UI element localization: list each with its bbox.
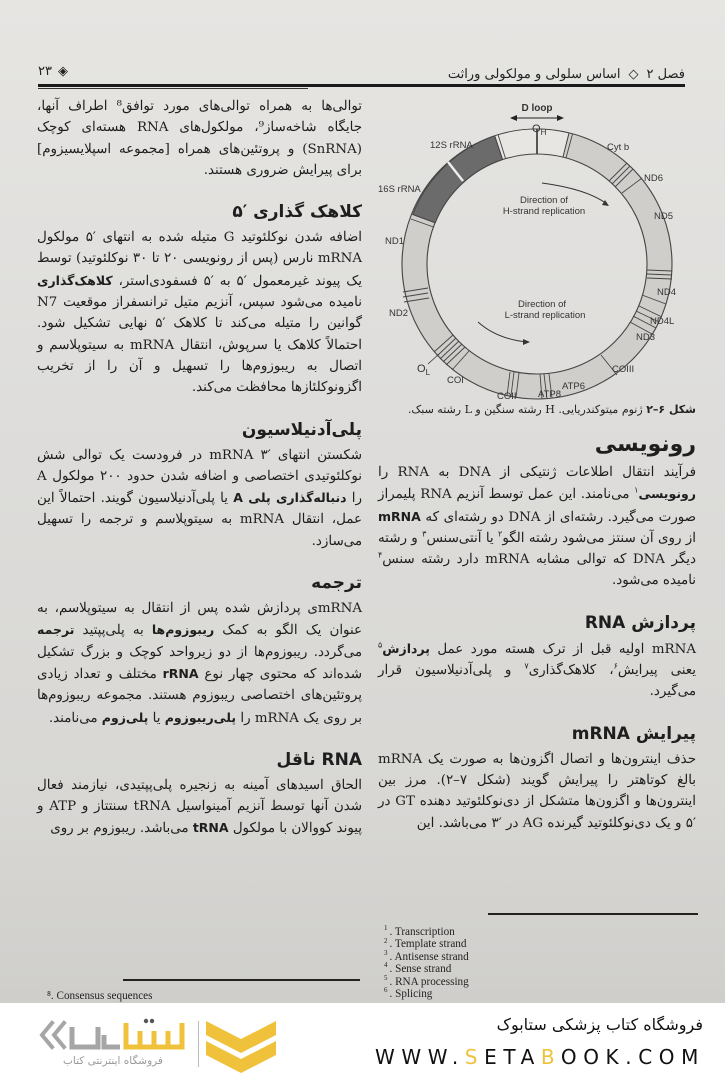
translation-text: مختلف و تعداد زیادی پروتئین‌های اختصاصی ریبوزوم هستند. مجموعه ریبوزوم‌ها بر روی یک mRNA را xyxy=(37,666,362,726)
rna-processing-heading: پردازش RNA xyxy=(584,612,696,633)
footnote-ref: ۵ xyxy=(378,640,383,650)
translation-text: mRNAی پردازش شده پس از انتقال به سیتوپلاسم، به عنوان یک الگو به کمک xyxy=(37,601,363,639)
translation-text: یا xyxy=(148,710,165,726)
figure-number: شکل ۶–۲ xyxy=(646,403,696,416)
capping-heading: کلاهک گذاری ′۵ xyxy=(232,202,362,223)
footnote-ref: ۶ xyxy=(613,661,618,671)
label-coiii: COIII xyxy=(612,364,635,375)
label-nd3: ND3 xyxy=(636,332,656,343)
l-strand-label-1: Direction of xyxy=(517,299,567,310)
l-strand-label-2: L-strand replication xyxy=(504,310,586,321)
transcription-paragraph xyxy=(378,462,696,592)
processing-term: پردازش xyxy=(382,640,430,656)
header-rule-thin xyxy=(38,88,308,89)
footnote-rule-left xyxy=(123,979,360,981)
transcription-text: فرآیند انتقال اطلاعات ژنتیکی از DNA به RNA را xyxy=(378,465,696,480)
footnote-ref: ۳ xyxy=(422,529,427,539)
translation-term: ترجمه xyxy=(37,622,75,638)
rrna-term: rRNA xyxy=(162,665,199,681)
polya-text: یا پلی‌آدنیلاسیون گویند. احتمالاً این عمل، انتقال mRNA به سیتوپلاسم و ترجمه را تسهیل می‌سازد. xyxy=(37,491,362,549)
footnote-item: $^3$ . Antisense strand xyxy=(384,949,469,963)
footnotes-list xyxy=(384,926,684,1000)
label-coii: COII xyxy=(497,391,517,402)
setabook-chevron-logo-icon xyxy=(206,1017,276,1073)
running-header xyxy=(38,64,685,84)
footnote-rule-right xyxy=(488,913,698,915)
ol-label: $O_L$ xyxy=(417,363,431,377)
polya-text: شکستن انتهای ′۳ mRNA در فرودست یک توالی شش نوکلئوتیدی اختصاصی و اضافه شدن حدود ۲۰۰ مولکول A را xyxy=(37,447,362,507)
shop-title: فروشگاه کتاب پزشکی ستابوک xyxy=(496,1015,703,1034)
trna-text: الحاق اسیدهای آمینه به زنجیره پلی‌پپتیدی، نیازمند فعال شدن آنها توسط آنزیم آمینواسیل tRNA سنتتاز و ATP و پیوند کووالان با مولکول xyxy=(37,777,362,837)
transcription-text: نامیده می‌شود. xyxy=(611,573,696,589)
chapter-title: اساس سلولی و مولکولی وراثت xyxy=(447,66,621,82)
label-atp8: ATP8 xyxy=(538,389,562,400)
label-cyt-b: Cyt b xyxy=(607,142,630,153)
capping-text: اضافه شدن نوکلئوتید G متیله شده به انتهای ′۵ مولکول mRNA نارس (پس از رونویسی ۲۰ تا ۳۰ نوکلئوتید) توسط یک پیوند غیرمعمول ′۵ به ′۵ فسفودی‌استر، xyxy=(37,230,363,289)
page-number-group xyxy=(38,64,68,79)
transcription-heading: رونویسی xyxy=(594,432,696,457)
translation-paragraph xyxy=(37,598,362,729)
transcription-text: و رشته دیگر DNA که توالی مشابه mRNA دارد رشته سنس xyxy=(378,530,696,568)
right-column xyxy=(378,430,696,834)
trna-paragraph xyxy=(37,775,362,840)
processing-text: یعنی پیرایش xyxy=(617,663,696,679)
translation-text: می‌گردد. ریبوزوم‌ها از دو زیرواحد کوچک و بزرگ تشکیل شده‌اند که محتوی چهار نوع xyxy=(37,644,363,682)
polyadenylation-paragraph xyxy=(37,445,362,552)
intro-paragraph: توالی‌ها به همراه توالی‌های مورد توافق⁸ اطراف آنها، جایگاه شاخه‌ساز⁹، مولکول‌های RNA هسته‌ای کوچک (SnRNA) و پروتئین‌های همراه [مجموعه اسپلایسیزوم] برای پیرایش ضروری هستند. xyxy=(37,99,363,178)
trna-term: tRNA xyxy=(192,820,229,836)
footnote-ref: ۱ xyxy=(634,485,639,495)
rna-processing-paragraph xyxy=(378,638,696,703)
d-loop-label: D loop xyxy=(521,103,553,114)
transcription-text: یا آنتی‌سنس xyxy=(426,530,499,546)
capping-paragraph xyxy=(37,227,362,398)
oh-label: $O_H$ xyxy=(532,123,547,137)
trna-heading: RNA ناقل xyxy=(276,749,362,770)
processing-text: ، کلاهک‌گذاری xyxy=(528,663,614,679)
capping-term: کلاهک‌گذاری xyxy=(37,272,113,288)
footnote-item: $^6$ . Splicing xyxy=(384,986,433,1001)
label-nd4: ND4 xyxy=(657,287,677,298)
footnote-ref: ۴ xyxy=(378,550,383,560)
d-loop-arrow xyxy=(510,115,564,121)
label-nd1: ND1 xyxy=(385,236,405,247)
processing-text: mRNA اولیه قبل از ترک هسته مورد عمل xyxy=(429,641,696,657)
figure-caption xyxy=(378,403,696,416)
figure-caption-text: ژنوم میتوکندریایی. H رشته سنگین و L رشته سبک. xyxy=(407,403,647,416)
capping-text: نامیده می‌شود سپس، آنزیم متیل ترانسفراز موقعیت N7 گوانین را متیله می‌کند تا کلاهک ′۵ نهایی تشکیل شود. احتمالاً کلاهک یا سرپوش، انتقال mRNA به سیتوپلاسم و اتصال به ریبوزوم‌ها را تسهیل و آن را از تخریب اگزونوکلئازها محافظت می‌کند. xyxy=(37,295,362,396)
transcription-term: رونویسی xyxy=(638,486,696,502)
splicing-heading: پیرایش mRNA xyxy=(571,723,696,744)
logo-subtitle: فروشگاه اینترنتی کتاب xyxy=(63,1055,163,1067)
transcription-text: از روی آن سنتز می‌شود رشته الگو xyxy=(502,530,696,546)
mrna-term: mRNA xyxy=(378,508,421,524)
h-strand-label-1: Direction of xyxy=(519,195,569,206)
footnote-item: $^1$ . Transcription xyxy=(384,924,455,938)
mtdna-ring-diagram xyxy=(372,94,712,404)
header-rule xyxy=(38,84,685,87)
translation-heading: ترجمه xyxy=(311,573,362,594)
footnote-item: $^2$ . Template strand xyxy=(384,936,467,951)
footnote-item: $^5$ . RNA processing xyxy=(384,973,469,988)
diamond-filled-icon: ◈ xyxy=(57,64,68,79)
chapter-label: فصل ۲ xyxy=(646,66,685,82)
trna-text: می‌باشد. ریبوزوم بر روی xyxy=(50,821,193,837)
polya-term: دنباله‌گذاری پلی A xyxy=(233,490,347,506)
label-nd6: ND6 xyxy=(644,173,664,184)
transcription-text: می‌نامند. این عمل توسط آنزیم RNA پلیمراز صورت می‌گیرد. رشته‌ای از DNA دو رشته‌ای که xyxy=(378,487,696,525)
translation-text: می‌نامند. xyxy=(48,710,102,726)
diamond-outline-icon: ◇ xyxy=(628,66,639,82)
processing-text: و پلی‌آدنیلاسیون قرار می‌گیرد. xyxy=(378,663,696,700)
footnote-consensus: ⁸. Consensus sequences xyxy=(47,990,153,1002)
label-nd5: ND5 xyxy=(654,211,674,222)
translation-text: به پلی‌پپتید xyxy=(74,623,152,639)
mitochondrial-genome-figure xyxy=(372,94,712,404)
polysome-term: پلی‌زوم xyxy=(101,709,149,725)
left-column xyxy=(37,96,362,840)
label-atp6: ATP6 xyxy=(562,381,586,392)
footnote-item: $^4$ . Sense strand xyxy=(384,961,452,976)
page-number: ۲۳ xyxy=(38,64,52,79)
footnote-ref: ۲ xyxy=(498,529,503,539)
splicing-paragraph: حذف اینترون‌ها و اتصال اگزون‌ها به صورت یک mRNA بالغ کوتاهتر را پیرایش گویند (شکل ۷–۲). مرز بین اینترون‌ها و اگزون‌ها متشکل از دی‌نوکلئوتید دهنده GT در ′۵ و یک دی‌نوکلئوتید گیرنده AG در ′۳ می‌باشد. این xyxy=(378,751,697,831)
setabook-logo-wordmark xyxy=(36,1017,186,1055)
polyadenylation-heading: پلی‌آدنیلاسیون xyxy=(241,419,362,440)
label-coi: COI xyxy=(447,375,464,386)
shop-url-link[interactable]: WWW.SETABOOK.COM xyxy=(375,1045,705,1069)
polyribosome-term: پلی‌ریبوزوم xyxy=(164,709,237,725)
label-16s-rrna: 16S rRNA xyxy=(378,184,421,195)
label-12s-rrna: 12S rRNA xyxy=(430,140,473,151)
h-strand-label-2: H-strand replication xyxy=(502,206,586,217)
store-banner[interactable] xyxy=(0,1003,725,1080)
label-nd2: ND2 xyxy=(389,308,409,319)
label-nd4l: ND4L xyxy=(650,316,675,327)
logo-divider xyxy=(198,1021,199,1067)
ribosome-term: ریبوزوم‌ها xyxy=(151,622,215,638)
footnote-ref: ۷ xyxy=(524,661,529,671)
